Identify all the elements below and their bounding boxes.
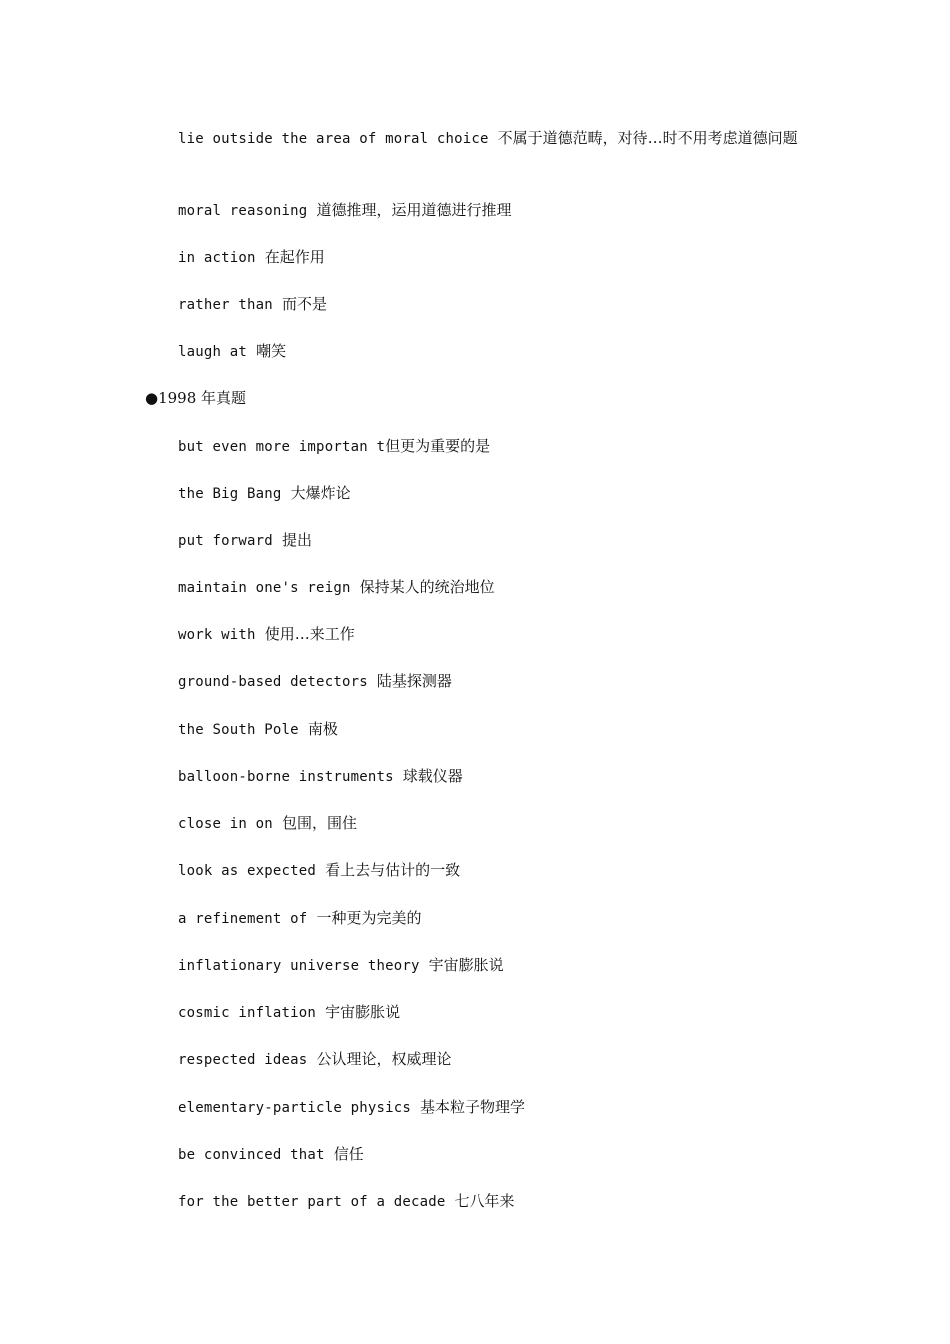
vocab-entry bbox=[145, 622, 810, 647]
entry-english: work with bbox=[178, 627, 256, 643]
entry-english: look as expected bbox=[178, 863, 317, 879]
entry-chinese: 宇宙膨胀说 bbox=[325, 1003, 401, 1021]
entry-chinese: 基本粒子物理学 bbox=[420, 1098, 526, 1116]
entry-chinese: 信任 bbox=[333, 1145, 364, 1163]
entry-english: put forward bbox=[178, 533, 273, 549]
vocab-entry bbox=[145, 481, 810, 506]
entry-english: lie outside the area of moral choice bbox=[178, 131, 489, 147]
entry-english: the Big Bang bbox=[178, 486, 282, 502]
entry-english: for the better part of a decade bbox=[178, 1194, 446, 1210]
vocab-entry bbox=[145, 528, 810, 553]
vocab-entry bbox=[145, 858, 810, 883]
entry-chinese: 看上去与估计的一致 bbox=[325, 861, 461, 879]
entry-chinese: 在起作用 bbox=[264, 248, 325, 266]
entry-english: ground-based detectors bbox=[178, 674, 368, 690]
bullet-icon: ● bbox=[145, 389, 159, 407]
section-title: 1998 年真题 bbox=[158, 389, 247, 407]
entry-english: inflationary universe theory bbox=[178, 958, 420, 974]
entry-chinese: 使用…来工作 bbox=[264, 625, 355, 643]
entry-chinese: 包围，围住 bbox=[281, 814, 357, 832]
entry-chinese: 公认理论，权威理论 bbox=[316, 1050, 452, 1068]
vocab-entry bbox=[145, 245, 810, 270]
entry-english: respected ideas bbox=[178, 1052, 308, 1068]
vocab-entry bbox=[145, 198, 810, 223]
entry-chinese: 保持某人的统治地位 bbox=[359, 578, 495, 596]
entry-english: be convinced that bbox=[178, 1147, 325, 1163]
vocab-entry bbox=[145, 669, 810, 694]
entry-english: maintain one's reign bbox=[178, 580, 351, 596]
entry-english: moral reasoning bbox=[178, 203, 308, 219]
vocab-entry bbox=[145, 1142, 810, 1167]
entry-chinese: 一种更为完美的 bbox=[316, 909, 422, 927]
entry-chinese: 嘲笑 bbox=[256, 342, 287, 360]
entry-chinese: 大爆炸论 bbox=[290, 484, 351, 502]
entry-chinese: 球载仪器 bbox=[402, 767, 463, 785]
entry-chinese: 但更为重要的是 bbox=[385, 437, 491, 455]
entry-english: elementary-particle physics bbox=[178, 1100, 411, 1116]
vocab-entry bbox=[145, 1095, 810, 1120]
entry-chinese: 道德推理，运用道德进行推理 bbox=[316, 201, 512, 219]
vocab-entry bbox=[145, 575, 810, 600]
vocab-entry bbox=[145, 953, 810, 978]
entry-chinese: 陆基探测器 bbox=[376, 672, 452, 690]
vocab-entry bbox=[145, 764, 810, 789]
entry-english: rather than bbox=[178, 297, 273, 313]
entry-english: but even more importan t bbox=[178, 439, 386, 455]
vocab-entry bbox=[145, 906, 810, 931]
vocab-entry bbox=[145, 292, 810, 317]
vocab-entry bbox=[145, 811, 810, 836]
entry-chinese: 而不是 bbox=[281, 295, 327, 313]
entry-chinese: 宇宙膨胀说 bbox=[428, 956, 504, 974]
vocab-entry bbox=[145, 126, 810, 151]
entry-english: balloon-borne instruments bbox=[178, 769, 394, 785]
entry-english: the South Pole bbox=[178, 722, 299, 738]
vocab-entry bbox=[145, 717, 810, 742]
entry-chinese: 南极 bbox=[307, 720, 338, 738]
vocab-entry bbox=[145, 1000, 810, 1025]
entry-english: close in on bbox=[178, 816, 273, 832]
entry-chinese: 提出 bbox=[281, 531, 312, 549]
entry-english: a refinement of bbox=[178, 911, 308, 927]
vocab-entry bbox=[145, 339, 810, 364]
entry-english: in action bbox=[178, 250, 256, 266]
entry-chinese: 不属于道德范畴，对待…时不用考虑道德问题 bbox=[497, 129, 798, 147]
entry-english: laugh at bbox=[178, 344, 248, 360]
vocab-entry bbox=[145, 434, 810, 459]
entry-english: cosmic inflation bbox=[178, 1005, 317, 1021]
section-heading bbox=[145, 386, 246, 410]
entry-chinese: 七八年来 bbox=[454, 1192, 515, 1210]
vocab-entry bbox=[145, 1047, 810, 1072]
vocab-entry bbox=[145, 1189, 810, 1214]
